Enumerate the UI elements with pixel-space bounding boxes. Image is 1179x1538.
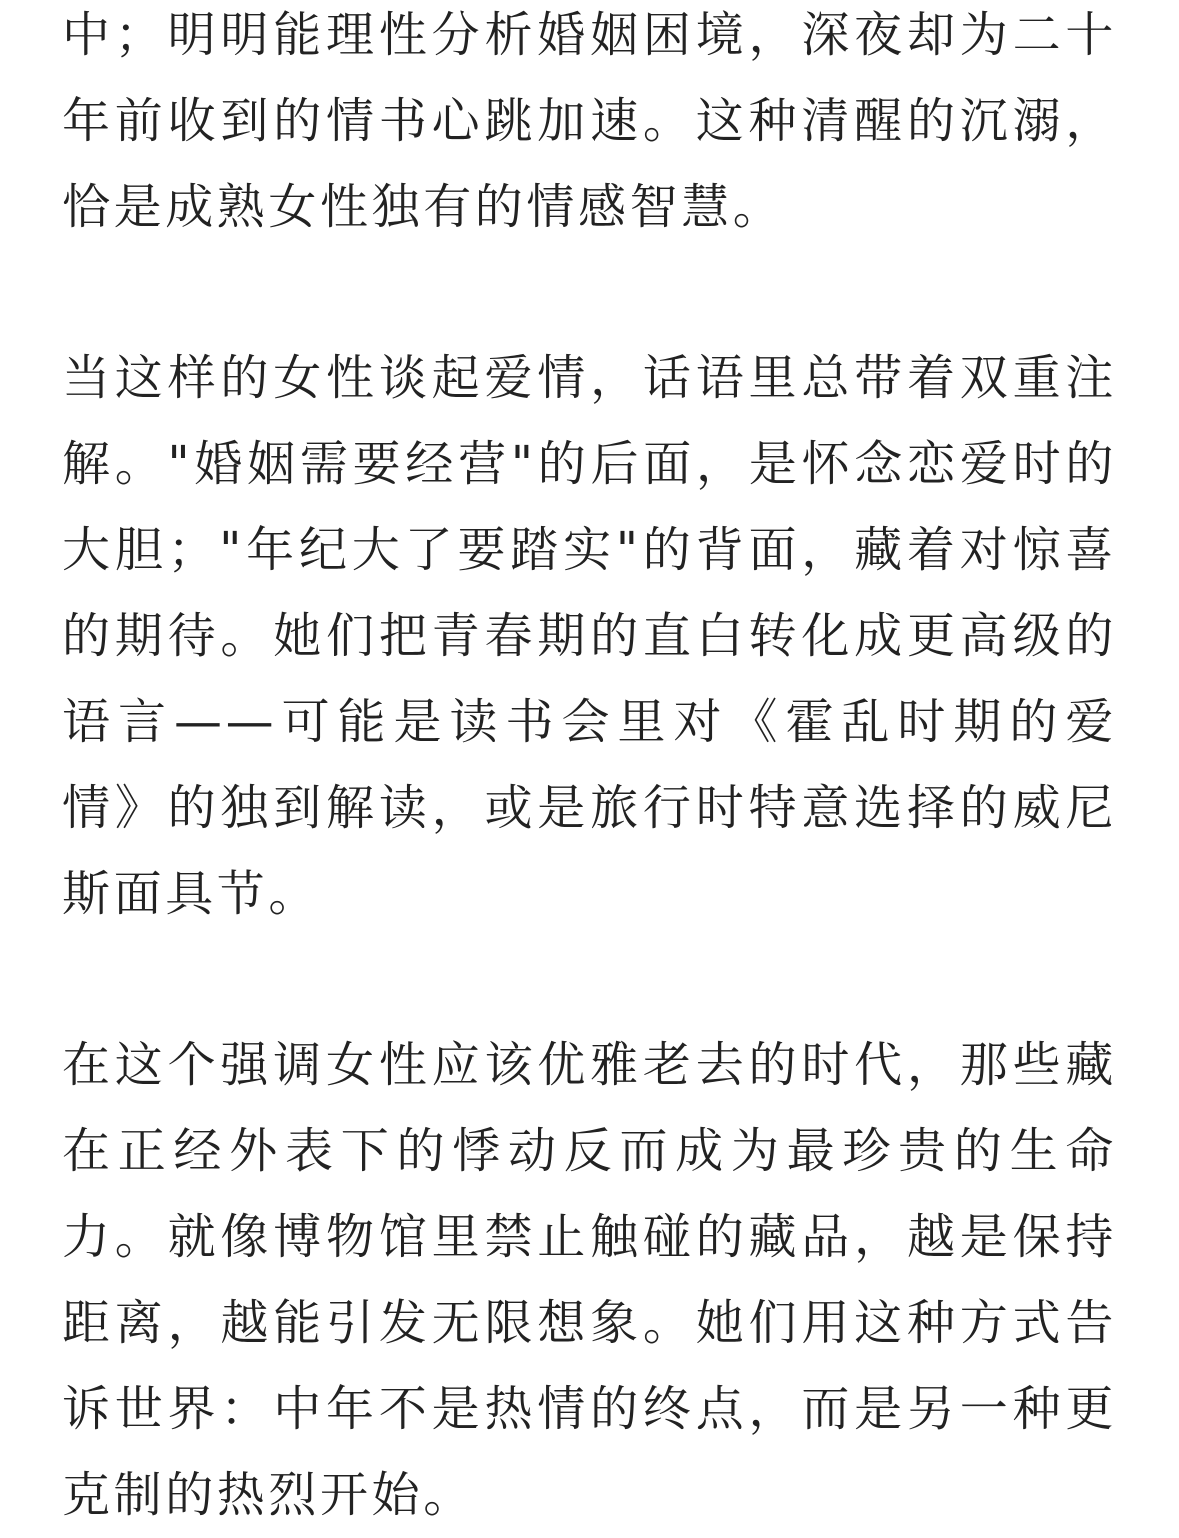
paragraph-3: 在这个强调女性应该优雅老去的时代，那些藏在正经外表下的悸动反而成为最珍贵的生命力。就像博物馆里禁止触碰的藏品，越是保持距离，越能引发无限想象。她们用这种方式告诉世界：中年不是热情的终点，而是另一种更克制的热烈开始。: [62, 1037, 1117, 1523]
paragraph-2: 当这样的女性谈起爱情，话语里总带着双重注解。"婚姻需要经营"的后面，是怀念恋爱时的大胆；"年纪大了要踏实"的背面，藏着对惊喜的期待。她们把青春期的直白转化成更高级的语言——可能是读书会里对《霍乱时期的爱情》的独到解读，或是旅行时特意选择的威尼斯面具节。: [62, 350, 1117, 922]
paragraph-1: 中；明明能理性分析婚姻困境，深夜却为二十年前收到的情书心跳加速。这种清醒的沉溺，恰是成熟女性独有的情感智慧。: [62, 7, 1117, 235]
